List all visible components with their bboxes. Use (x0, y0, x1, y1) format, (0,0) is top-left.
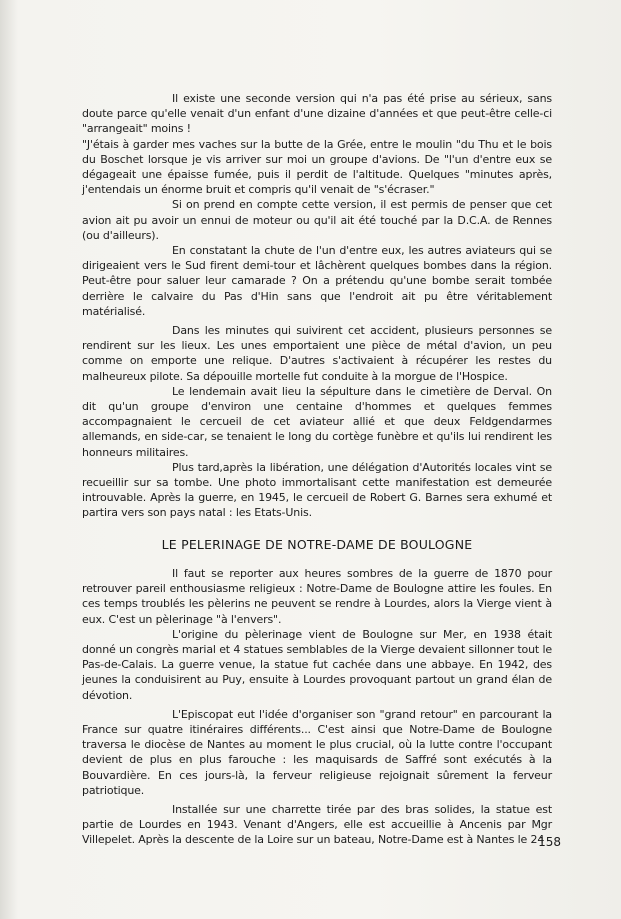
paragraph-second-version: Il existe une seconde version qui n'a pas été prise au sérieux, sans doute parce qu'elle venait d'un enfant d'une dizaine d'années et que peut-être celle-ci "arrangeait" moins ! (82, 92, 552, 136)
page-number: 158 (538, 835, 561, 849)
page-body (82, 91, 552, 848)
paragraph-other-aviators: En constatant la chute de l'un d'entre eux, les autres aviateurs qui se dirigeaient vers le Sud firent demi-tour et lâchèrent quelques bombes dans la région. Peut-être pour saluer leur camarade ? On a prétendu qu'une bombe serait tombée derrière le calvaire du Pas d'Hin sans que l'endroit ait pu être véritablement matérialisé. (82, 244, 552, 318)
paragraph-1870: Il faut se reporter aux heures sombres de la guerre de 1870 pour retrouver pareil enthousiasme religieux : Notre-Dame de Boulogne attire les foules. En ces temps troublés les pèlerins ne peuvent se rendre à Lourdes, alors la Vierge vient à eux. C'est un pèlerinage "à l'envers". (82, 566, 552, 626)
paragraph-after-liberation: Plus tard,après la libération, une délégation d'Autorités locales vint se recueillir sur sa tombe. Une photo immortalisant cette manifestation est demeurée introuvable. Après la guerre, en 1945, le cercueil de Robert G. Barnes sera exhumé et partira vers son pays natal : les Etats-Unis. (82, 460, 552, 520)
paragraph-origin: L'origine du pèlerinage vient de Boulogne sur Mer, en 1938 était donné un congrès marial et 4 statues semblables de la Vierge devaient sillonner tout le Pas-de-Calais. La guerre venue, la statue fut cachée dans une abbaye. En 1942, des jeunes la conduisirent au Puy, ensuite à Lourdes provoquant partout un grand élan de dévotion. (82, 627, 552, 702)
paragraph-charrette: Installée sur une charrette tirée par des bras solides, la statue est partie de Lourdes en 1943. Venant d'Angers, elle est accueillie à Ancenis par Mgr Villepelet. Après la descente de la Loire sur un bateau, Notre-Dame est à Nantes le 24 (82, 802, 552, 847)
paragraph-burial: Le lendemain avait lieu la sépulture dans le cimetière de Derval. On dit qu'un groupe d'environ une centaine d'hommes et quelques femmes accompagnaient le cercueil de cet aviateur allié et que deux Feldgendarmes allemands, en side-car, se tenaient le long du cortège funèbre et qu'ils lui rendirent les honneurs militaires. (82, 384, 552, 459)
paragraph-witness-quote: "J'étais à garder mes vaches sur la butte de la Grée, entre le moulin "du Thu et le bois du Boschet lorsque je vis arriver sur moi un groupe d'avions. De "l'un d'entre eux se dégageait une épaisse fumée, puis il perdit de l'altitude. Quelques "minutes après, j'entendais un énorme bruit et compris qu'il venait de "s'écraser." (82, 137, 552, 197)
paragraph-episcopat: L'Episcopat eut l'idée d'organiser son "grand retour" en parcourant la France sur quatre itinéraires différents... C'est ainsi que Notre-Dame de Boulogne traversa le diocèse de Nantes au moment le plus crucial, où la lutte contre l'occupant devient de plus en plus farouche : les maquisards de Saffré sont exécutés à la Bouvardière. En ces jours-là, la ferveur religieuse rejoignait sûrement la ferveur patriotique. (82, 707, 552, 797)
section-title: LE PELERINAGE DE NOTRE-DAME DE BOULOGNE (161, 536, 473, 552)
paragraph-crash-site: Dans les minutes qui suivirent cet accident, plusieurs personnes se rendirent sur les lieux. Les unes emportaient une pièce de métal d'avion, un peu comme on emporte une relique. D'autres s'activaient à récupérer les restes du malheureux pilote. Sa dépouille mortelle fut conduite à la morgue de l'Hospice. (82, 324, 552, 383)
paragraph-engine-hypothesis: Si on prend en compte cette version, il est permis de penser que cet avion ait pu avoir un ennui de moteur ou qu'il ait été touché par la D.C.A. de Rennes (ou d'ailleurs). (82, 198, 552, 242)
